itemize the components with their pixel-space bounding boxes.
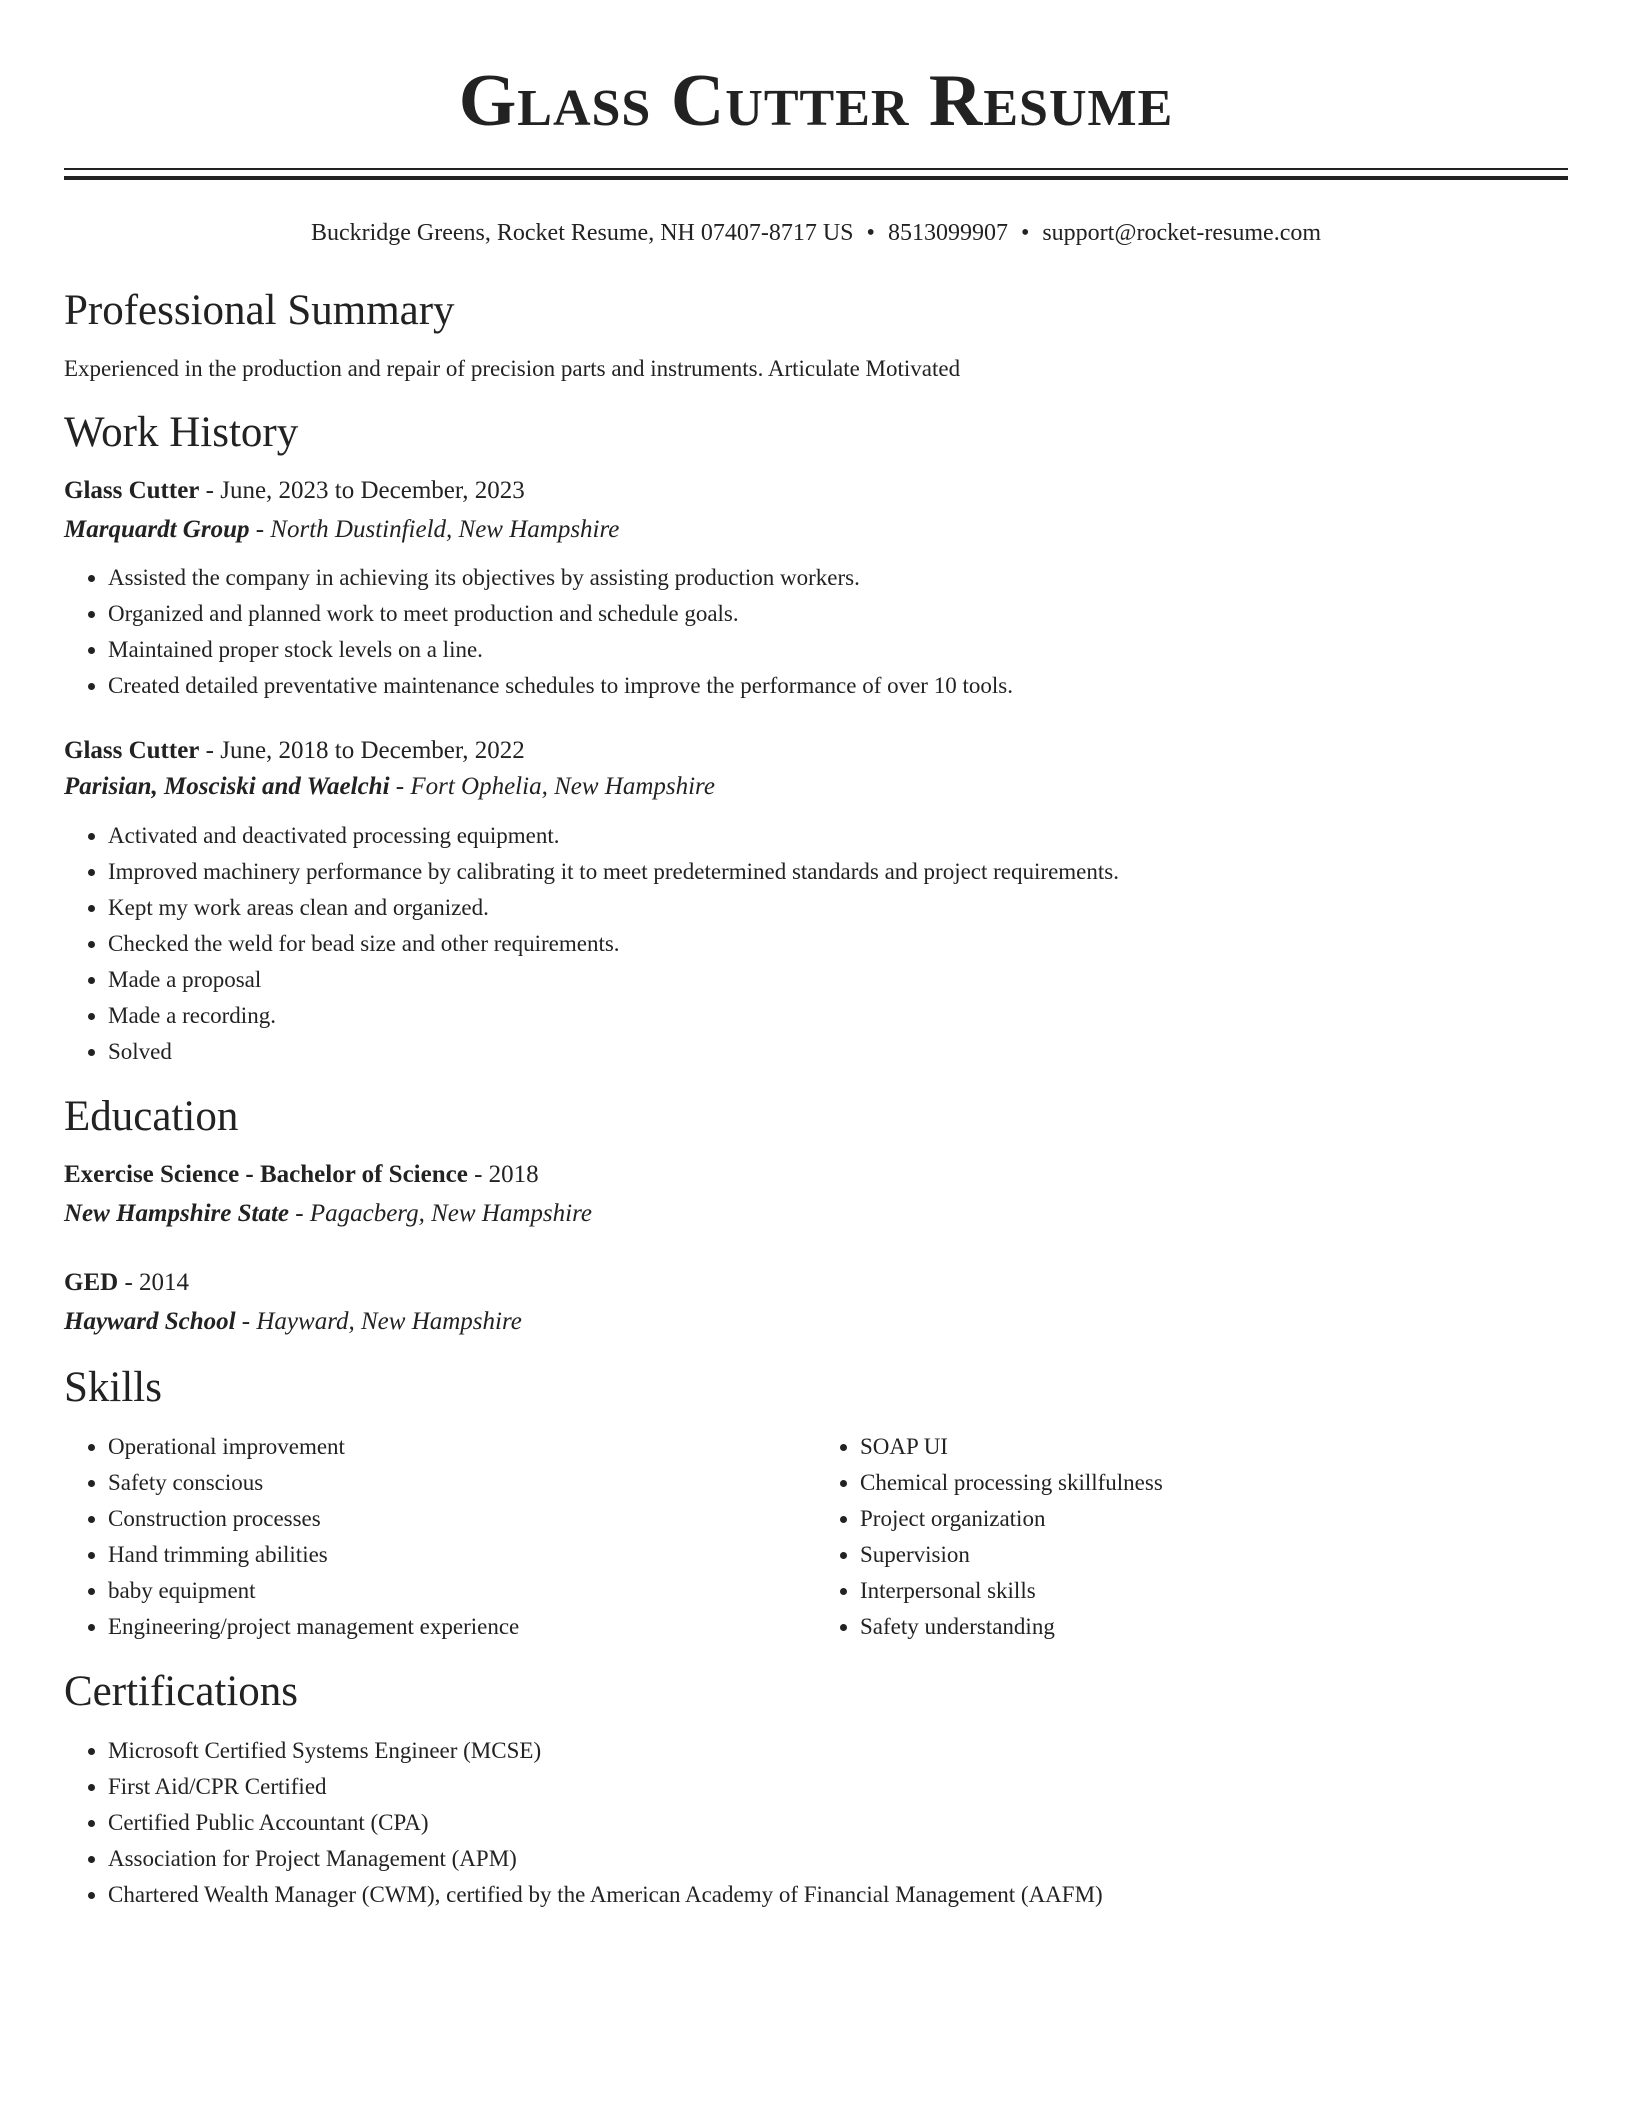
resume-title: Glass Cutter Resume xyxy=(458,60,1174,142)
list-item: • Association for Project Management (APM) xyxy=(108,1841,1568,1877)
contact-address: Buckridge Greens, Rocket Resume, NH 07407-8717 US xyxy=(310,220,854,246)
job-duties-list xyxy=(64,560,1568,704)
list-item: • Made a recording. xyxy=(108,998,1568,1034)
list-item: • baby equipment xyxy=(108,1573,816,1609)
list-item: • Construction processes xyxy=(108,1501,816,1537)
school-location: - Pagacberg, New Hampshire xyxy=(295,1200,592,1227)
list-item: • Microsoft Certified Systems Engineer (MCSE) xyxy=(108,1733,1568,1769)
school-name: Hayward School xyxy=(64,1308,236,1335)
school-line xyxy=(64,1305,1568,1339)
list-item: • Certified Public Accountant (CPA) xyxy=(108,1805,1568,1841)
degree-name: GED xyxy=(64,1269,119,1296)
degree-line xyxy=(64,1158,1568,1192)
summary-heading: Professional Summary xyxy=(64,287,455,334)
list-item: • Maintained proper stock levels on a line. xyxy=(108,632,1568,668)
list-item: • Chemical processing skillfulness xyxy=(860,1465,1568,1501)
list-item: • Kept my work areas clean and organized. xyxy=(108,890,1568,926)
certifications-heading: Certifications xyxy=(64,1668,299,1715)
list-item: • Project organization xyxy=(860,1501,1568,1537)
list-item: • Operational improvement xyxy=(108,1429,816,1465)
skills-list-left xyxy=(64,1429,816,1645)
contact-phone: 8513099907 xyxy=(887,220,1008,246)
list-item: • Safety conscious xyxy=(108,1465,816,1501)
divider-thick-line xyxy=(64,176,1568,180)
job-location: - Fort Ophelia, New Hampshire xyxy=(395,773,715,800)
job-title-line xyxy=(64,474,1568,508)
contact-email: support@rocket-resume.com xyxy=(1042,220,1322,246)
job-title: Glass Cutter xyxy=(64,737,200,764)
list-item: • Supervision xyxy=(860,1537,1568,1573)
school-location: - Hayward, New Hampshire xyxy=(241,1308,522,1335)
degree-name: Exercise Science - Bachelor of Science xyxy=(64,1161,468,1188)
list-item: • Assisted the company in achieving its objectives by assisting production workers. xyxy=(108,560,1568,596)
list-item: • First Aid/CPR Certified xyxy=(108,1769,1568,1805)
list-item: • Hand trimming abilities xyxy=(108,1537,816,1573)
list-item: • Created detailed preventative maintenance schedules to improve the performance of over 10 tools. xyxy=(108,668,1568,704)
job-entry xyxy=(64,474,1568,704)
list-item: • Activated and deactivated processing equipment. xyxy=(108,818,1568,854)
degree-year: - 2018 xyxy=(474,1161,539,1188)
job-company: Parisian, Mosciski and Waelchi xyxy=(64,773,390,800)
title-divider xyxy=(64,168,1568,180)
job-dates: - June, 2018 to December, 2022 xyxy=(205,737,525,764)
job-duties-list xyxy=(64,818,1568,1070)
degree-line xyxy=(64,1266,1568,1300)
education-entry xyxy=(64,1266,1568,1339)
list-item: • Solved xyxy=(108,1034,1568,1070)
certifications-list xyxy=(64,1733,1568,1913)
job-company-line xyxy=(64,513,1568,547)
list-item: • Safety understanding xyxy=(860,1609,1568,1645)
list-item: • SOAP UI xyxy=(860,1429,1568,1465)
summary-text: Experienced in the production and repair of precision parts and instruments. Articulate Motivated xyxy=(64,356,961,381)
job-title-line xyxy=(64,734,1568,768)
skills-grid xyxy=(64,1429,1568,1645)
school-line xyxy=(64,1197,1568,1231)
work-history-heading: Work History xyxy=(64,409,299,456)
contact-line xyxy=(64,218,1568,248)
list-item: • Checked the weld for bead size and other requirements. xyxy=(108,926,1568,962)
list-item: • Chartered Wealth Manager (CWM), certified by the American Academy of Financial Management (AAFM) xyxy=(108,1877,1568,1913)
job-company: Marquardt Group xyxy=(64,516,250,543)
list-item: • Improved machinery performance by calibrating it to meet predetermined standards and project requirements. xyxy=(108,854,1568,890)
skills-list-right xyxy=(816,1429,1568,1645)
job-title: Glass Cutter xyxy=(64,477,200,504)
education-entry xyxy=(64,1158,1568,1231)
school-name: New Hampshire State xyxy=(64,1200,290,1227)
list-item: • Engineering/project management experience xyxy=(108,1609,816,1645)
job-dates: - June, 2023 to December, 2023 xyxy=(205,477,525,504)
list-item: • Interpersonal skills xyxy=(860,1573,1568,1609)
degree-year: - 2014 xyxy=(124,1269,190,1296)
divider-thin-line xyxy=(64,168,1568,170)
job-entry xyxy=(64,734,1568,1070)
list-item: • Made a proposal xyxy=(108,962,1568,998)
job-company-line xyxy=(64,770,1568,804)
job-location: - North Dustinfield, New Hampshire xyxy=(255,516,620,543)
list-item: • Organized and planned work to meet production and schedule goals. xyxy=(108,596,1568,632)
skills-heading: Skills xyxy=(64,1364,162,1411)
contact-separator: • xyxy=(1020,220,1030,246)
education-heading: Education xyxy=(64,1093,239,1140)
contact-separator: • xyxy=(866,220,875,246)
